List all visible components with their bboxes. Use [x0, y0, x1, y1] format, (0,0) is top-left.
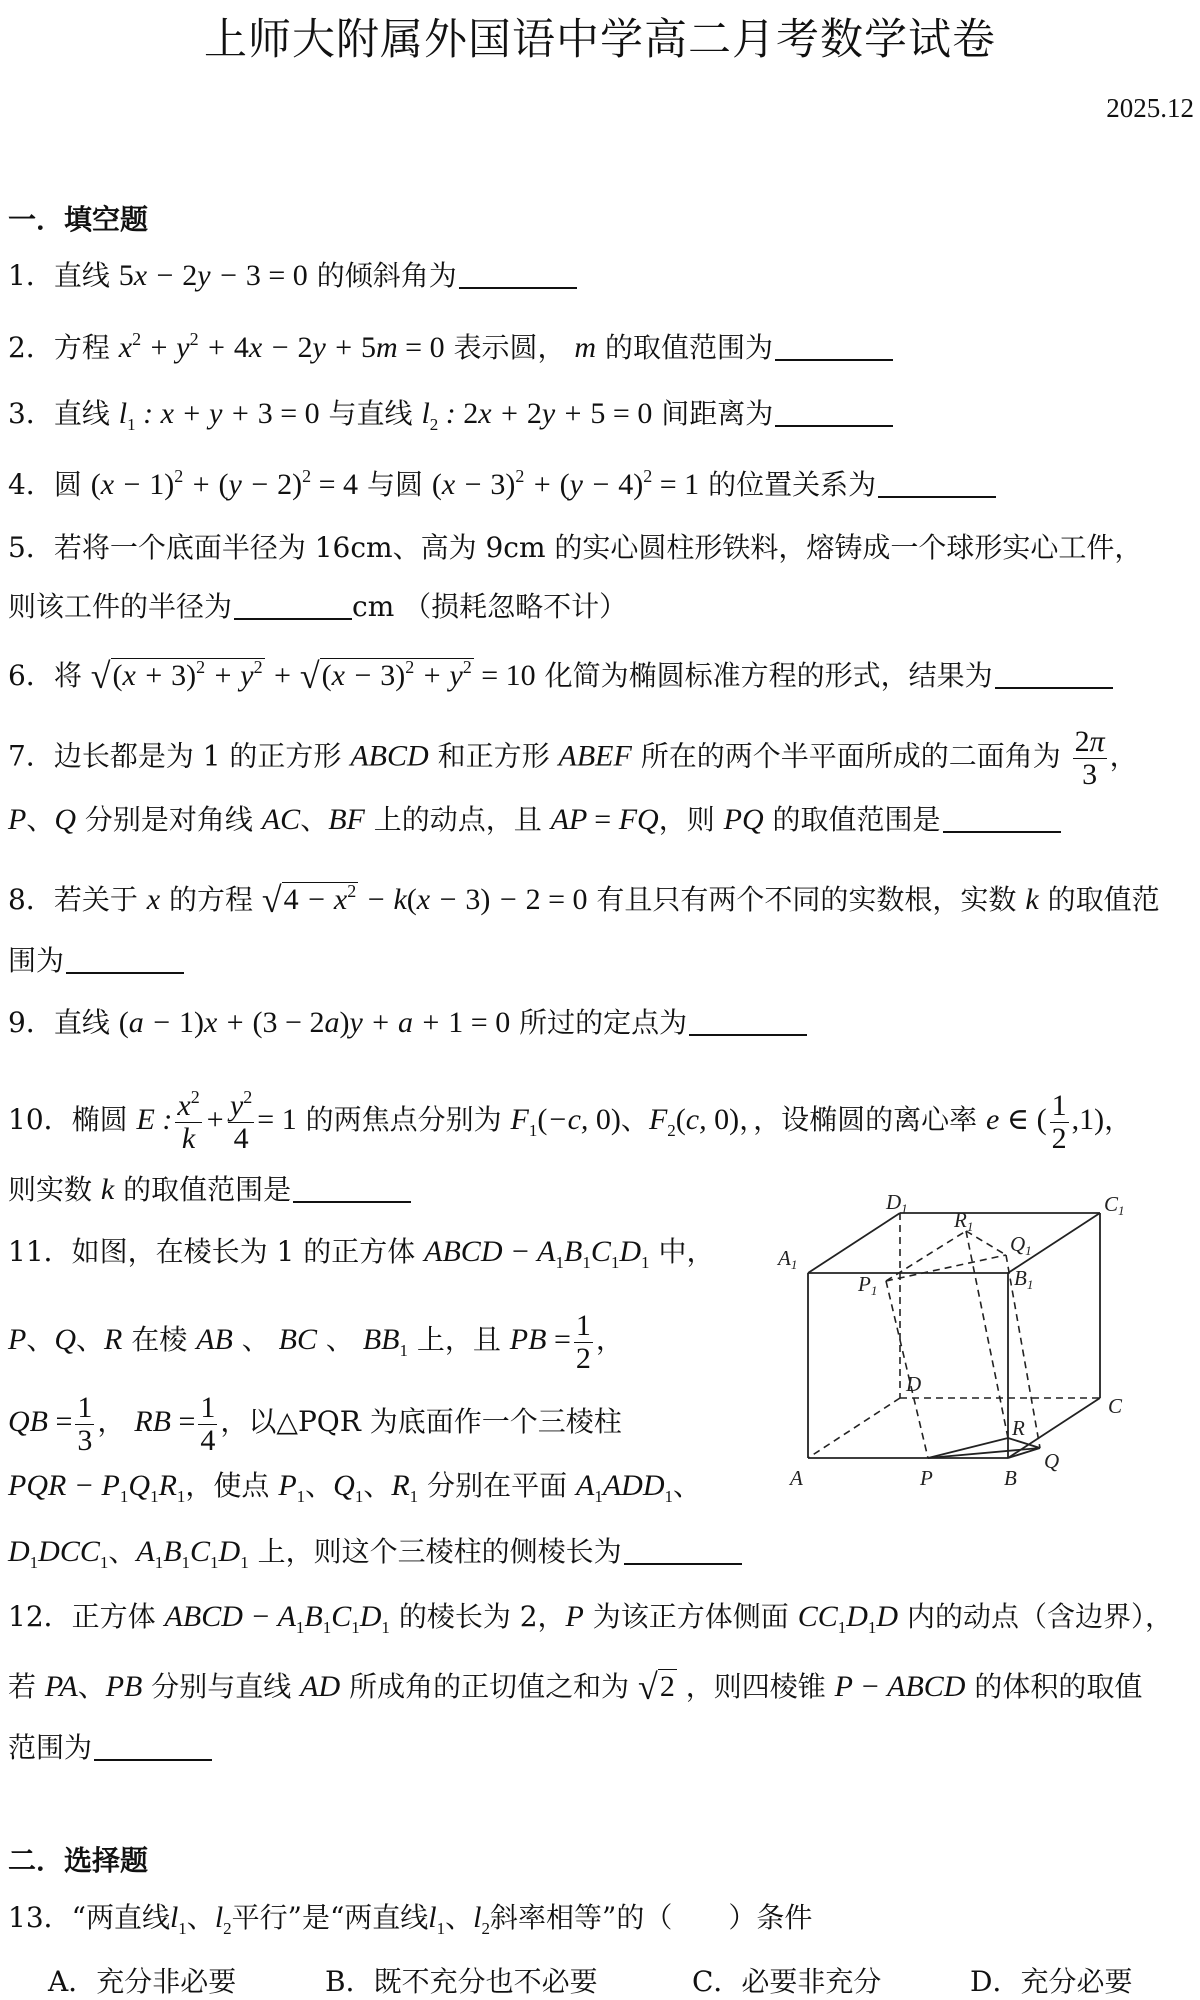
q11-text-8: 上，则这个三棱柱的侧棱长为	[257, 1535, 622, 1568]
q2-text-end: 的取值范围为	[605, 331, 774, 364]
q7-square2: ABEF	[558, 739, 632, 773]
answer-blank[interactable]	[775, 397, 893, 427]
q9-text-end: 所过的定点为	[519, 1006, 688, 1039]
answer-blank[interactable]	[459, 259, 577, 289]
q11-text: 11．如图，在棱长为 1 的正方体	[8, 1235, 416, 1268]
answer-blank[interactable]	[66, 944, 184, 974]
answer-blank[interactable]	[293, 1173, 411, 1203]
q11-cube: ABCD − $A_1B_1C_1D_1$	[424, 1235, 650, 1272]
q12-text-9: 的体积的取值	[974, 1670, 1143, 1703]
exam-title: 上师大附属外国语中学高二月考数学试卷	[204, 15, 996, 65]
q10-text-4: 则实数	[8, 1173, 93, 1206]
q7-text-3: 所在的两个半平面所成的二面角为	[640, 739, 1061, 773]
question-12-line-3	[8, 1728, 212, 1768]
label-A: A	[790, 1466, 803, 1490]
q8-text-4: 的取值范	[1047, 883, 1160, 916]
q4-circle1: $(x - 1)^2 + (y - 2)^2 = 4$	[90, 466, 359, 501]
question-10-line-2: 则实数 k 的取值范围是	[8, 1170, 411, 1210]
q7-text-2: 和正方形	[437, 739, 550, 773]
q7-text: 7．边长都是为 1 的正方形	[8, 739, 342, 773]
q7-text-4: 分别是对角线	[84, 803, 253, 836]
label-C1: C1	[1104, 1192, 1125, 1218]
question-6	[8, 656, 1113, 696]
q5-text: 5．若将一个底面半径为 16cm、高为 9cm 的实心圆柱形铁料，熔铸成一个球形实心工件，	[8, 531, 1143, 564]
question-7-line-2: P、Q 分别是对角线 AC、BF 上的动点，且 AP = FQ，则 PQ 的取值范围是	[8, 800, 1061, 840]
q7-text-7: 的取值范围是	[772, 803, 941, 836]
q12-text: 12．正方体	[8, 1600, 156, 1633]
question-12-line-1: 12．正方体 ABCD − $A_1B_1C_1D_1$ 的棱长为 2，P 为该正方体侧面 $CC_1D_1D$ 内的动点（含边界），	[8, 1600, 1173, 1637]
q5-text-3: cm （损耗忽略不计）	[352, 590, 628, 623]
q4-circle2: $(x - 3)^2 + (y - 4)^2 = 1$	[431, 466, 700, 501]
q10-ecc: e ∈ ( $\frac{1}{2}$ ,1)	[986, 1089, 1105, 1155]
label-R1: R1	[954, 1208, 974, 1234]
answer-blank[interactable]	[234, 590, 352, 620]
label-Q1: Q1	[1010, 1232, 1032, 1258]
answer-blank[interactable]	[624, 1535, 742, 1565]
q8-text-3: 有且只有两个不同的实数根，实数	[596, 883, 1017, 916]
question-9	[8, 1003, 807, 1043]
question-11-line-4: PQR − $P_1Q_1R_1$，使点 $P_1$、$Q_1$、$R_1$ 分别在平面 $A_1ADD_1$、	[8, 1469, 701, 1506]
q12-cube: ABCD − $A_1B_1C_1D_1$	[164, 1600, 390, 1637]
question-5-line-1	[8, 528, 1142, 568]
q11-rb: RB = $\frac{1}{4}$	[134, 1391, 216, 1457]
option-a[interactable]: A．充分非必要	[48, 1965, 237, 1998]
q7-points: P	[8, 803, 27, 836]
q10-text-2: 的两焦点分别为	[305, 1102, 502, 1136]
question-4	[8, 465, 996, 505]
q2-text-mid: 表示圆，	[453, 331, 566, 364]
option-c[interactable]: C．必要非充分	[692, 1965, 882, 1998]
q10-text: 10．椭圆	[8, 1102, 128, 1136]
q11-text-7: 分别在平面	[427, 1469, 568, 1502]
label-R: R	[1012, 1416, 1025, 1440]
q1-text-end: 的倾斜角为	[316, 259, 457, 292]
q11-text-5: ，以△PQR 为底面作一个三棱柱	[220, 1404, 622, 1438]
q11-text-6: ，使点	[185, 1469, 270, 1502]
q8-formula: $√4 - x^2 - k(x - 3) - 2 = 0$	[261, 880, 588, 920]
label-B: B	[1004, 1466, 1017, 1490]
label-Q: Q	[1044, 1449, 1060, 1473]
q10-ellipse: E : $\frac{x^2}{k}$ + $\frac{y^2}{4}$ = 1	[136, 1087, 297, 1155]
q11-pb: PB = $\frac{1}{2}$	[509, 1309, 591, 1375]
q12-text-3: 为该正方体侧面	[592, 1600, 789, 1633]
q9-formula: (a − 1)x + (3 − 2a)y + a + 1 = 0	[118, 1006, 511, 1039]
question-3	[8, 394, 893, 434]
option-b[interactable]: B．既不充分也不必要	[325, 1965, 598, 1998]
q13-text: 13．“两直线	[8, 1901, 170, 1934]
q3-text: 3．直线	[8, 397, 110, 430]
q12-text-10: 范围为	[8, 1731, 93, 1764]
q9-text: 9．直线	[8, 1006, 110, 1039]
q4-text: 4．圆	[8, 468, 82, 501]
q3-text-end: 间距离为	[661, 397, 774, 430]
cube-figure	[778, 1190, 1148, 1503]
label-B1: B1	[1014, 1266, 1034, 1292]
label-D1: D1	[886, 1190, 908, 1216]
label-P: P	[920, 1466, 933, 1490]
question-7-line-1: 7．边长都是为 1 的正方形 ABCD 和正方形 ABEF 所在的两个半平面所成的二面角为 $\frac{2\pi}{3}$ ，	[8, 725, 1138, 791]
q12-text-5: 若	[8, 1670, 37, 1703]
q12-text-6: 分别与直线	[151, 1670, 292, 1703]
label-A1: A1	[778, 1246, 798, 1272]
question-11-line-2: P、Q、R 在棱 AB 、 BC 、 $BB_1$ 上，且 PB = $\frac{1}{2}$ ，	[8, 1309, 624, 1375]
question-12-line-2: 若 PA、PB 分别与直线 AD 所成角的正切值之和为 √2 ，则四棱锥 P − ABCD 的体积的取值	[8, 1667, 1143, 1707]
q7-text-6: ，则	[658, 803, 715, 836]
question-10-line-1: 10．椭圆 E : $\frac{x^2}{k}$ + $\frac{y^2}{4}$ = 1 的两焦点分别为 $F_1(-c$, 0)、$F_2(c$, 0)，，设椭圆的离心率 e ∈ ( $\frac{1}{2}$ ,1)，	[8, 1087, 1133, 1155]
label-D: D	[906, 1372, 922, 1396]
question-8-line-1: 8．若关于 x 的方程 $√4 - x^2 - k(x - 3) - 2 = 0$ 有且只有两个不同的实数根，实数 k 的取值范	[8, 880, 1160, 920]
q11-text-2: 中，	[658, 1235, 715, 1268]
q11-text-3: 在棱	[131, 1322, 188, 1356]
q7-square1: ABCD	[350, 739, 429, 773]
q3-line1: $l_1$ : x + y + 3 = 0	[118, 397, 320, 434]
answer-blank[interactable]	[775, 331, 893, 361]
question-11-line-3: QB = $\frac{1}{3}$ ， RB = $\frac{1}{4}$ ，以△PQR 为底面作一个三棱柱	[8, 1391, 622, 1457]
section-multiple-choice: 二．选择题	[8, 1844, 149, 1877]
question-13: 13．“两直线$l_1$、$l_2$平行”是“两直线$l_1$、$l_2$斜率相等”的（ ）条件	[8, 1901, 813, 1938]
section-fill-in: 一．填空题	[8, 203, 149, 236]
answer-blank[interactable]	[689, 1006, 807, 1036]
q1-formula: 5x − 2y − 3 = 0	[118, 259, 308, 292]
q11-qb: QB = $\frac{1}{3}$	[8, 1391, 93, 1457]
q5-text-2: 则该工件的半径为	[8, 590, 233, 623]
q3-line2: $l_2$ : 2x + 2y + 5 = 0	[421, 397, 653, 434]
question-2	[8, 328, 893, 368]
question-11-line-5: $D_1DCC_1$、$A_1B_1C_1D_1$ 上，则这个三棱柱的侧棱长为	[8, 1532, 742, 1572]
q6-text: 6．将	[8, 659, 82, 692]
q13-text-3: 斜率相等”的（ ）条件	[490, 1901, 813, 1934]
q7-text-5: 上的动点，且	[373, 803, 542, 836]
q6-text-end: 化简为椭圆标准方程的形式，结果为	[544, 659, 993, 692]
option-d[interactable]: D．充分必要	[970, 1965, 1133, 1998]
label-C: C	[1108, 1394, 1123, 1418]
question-1	[8, 256, 577, 296]
q11-prism: PQR − $P_1Q_1R_1$	[8, 1469, 186, 1506]
q7-condition: AP = FQ	[550, 803, 659, 836]
q4-text-mid: 与圆	[366, 468, 423, 501]
q3-text-mid: 与直线	[328, 397, 413, 430]
q12-text-7: 所成角的正切值之和为	[349, 1670, 630, 1703]
question-8-line-2	[8, 941, 184, 981]
q6-formula: $√(x + 3)^2 + y^2 + √(x - 3)^2 + y^2 = 10$	[90, 656, 536, 696]
answer-blank[interactable]	[94, 1731, 212, 1761]
q10-foci: $F_1(-c$, 0)	[510, 1102, 621, 1140]
exam-date: 2025.12	[1106, 93, 1194, 123]
question-5-line-2	[8, 587, 627, 627]
question-11-line-1	[8, 1232, 714, 1272]
answer-blank[interactable]	[995, 659, 1113, 689]
q2-var-m: m	[574, 331, 597, 364]
q8-text-2: 的方程	[168, 883, 253, 916]
label-P1: P1	[858, 1272, 878, 1298]
q12-text-8: ，则四棱锥	[685, 1670, 826, 1703]
q10-text-5: 的取值范围是	[123, 1173, 292, 1206]
q1-text: 1．直线	[8, 259, 110, 292]
q4-text-end: 的位置关系为	[708, 468, 877, 501]
answer-blank[interactable]	[878, 468, 996, 498]
q2-formula: $x^2 + y^2 + 4x - 2y + 5m = 0$	[118, 329, 445, 364]
q8-text-5: 围为	[8, 944, 65, 977]
q12-sqrt2: √2	[638, 1667, 675, 1707]
q2-text: 2．方程	[8, 331, 110, 364]
q11-text-4: 上，且	[416, 1322, 501, 1356]
q12-text-2: 的棱长为 2，	[398, 1600, 566, 1633]
q8-text: 8．若关于	[8, 883, 138, 916]
q10-text-3: ，设椭圆的离心率	[753, 1102, 978, 1136]
answer-blank[interactable]	[943, 803, 1061, 833]
q12-text-4: 内的动点（含边界），	[906, 1600, 1173, 1633]
q13-text-2: 平行”是“两直线	[231, 1901, 429, 1934]
q7-angle: $\frac{2\pi}{3}$	[1074, 725, 1105, 791]
